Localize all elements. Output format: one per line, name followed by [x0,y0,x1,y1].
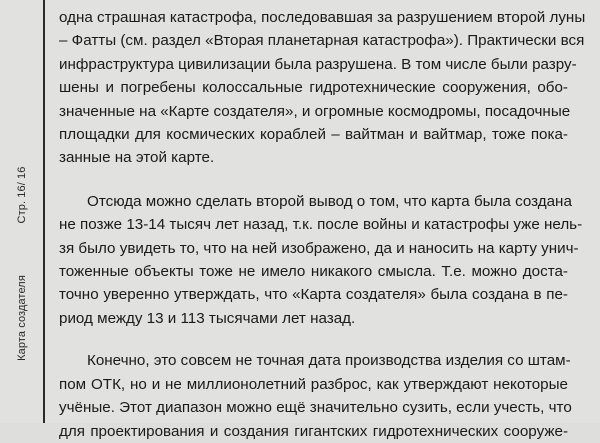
sidebar-divider [43,0,45,423]
paragraph-line: одна страшная катастрофа, последовавшая за разрушением второй луны [59,9,586,26]
paragraph-line: – Фатты (см. раздел «Вторая планетарная катастрофа»). Практически вся [59,32,585,50]
page-sidebar [0,0,44,423]
paragraph-line: точно уверенно утверждать, что «Карта создателя» была создана в пе- [59,286,568,304]
paragraph-3 [59,349,572,443]
paragraph-line: не позже 13-14 тысяч лет назад, т.к. после войны и катастрофы уже нель- [59,216,583,234]
paragraph-1 [59,6,586,170]
paragraph-line: пом ОТК, но и не миллионолетний разброс, как утверждают некоторые [59,375,568,393]
text-body [59,6,586,443]
paragraph-line: занные на этой карте. [59,149,215,167]
paragraph-line: инфраструктура цивилизации была разрушена. В том числе были разру- [59,55,577,73]
paragraph-line: площадки для космических кораблей – вайтман и вайтмар, тоже пока- [59,126,568,144]
paragraph-line: учёные. Этот диапазон можно ещё значительно сузить, если учесть, что [59,399,572,417]
page-number-label: Стр. 16/ 16 [16,166,28,224]
paragraph-line: риод между 13 и 113 тысячами лет назад. [59,309,356,327]
paragraph-line: значенные на «Карте создателя», и огромные космодромы, посадочные [59,102,571,120]
paragraph-line: тоженные объекты тоже не имело никакого смысла. Т.е. можно доста- [59,263,568,281]
paragraph-line: Отсюда можно сделать второй вывод о том, что карта была создана [87,192,572,210]
paragraph-line: зя было увидеть то, что на ней изображено, да и наносить на карту унич- [59,239,579,257]
paragraph-line: Конечно, это совсем не точная дата производства изделия со штам- [87,352,571,370]
paragraph-2 [59,190,583,330]
paragraph-line: шены и погребены колоссальные гидротехнические сооружения, обо- [59,79,568,97]
document-title-label: Карта создателя [16,275,28,361]
paragraph-line: для проектирования и создания гигантских гидротехнических сооруже- [59,422,568,440]
